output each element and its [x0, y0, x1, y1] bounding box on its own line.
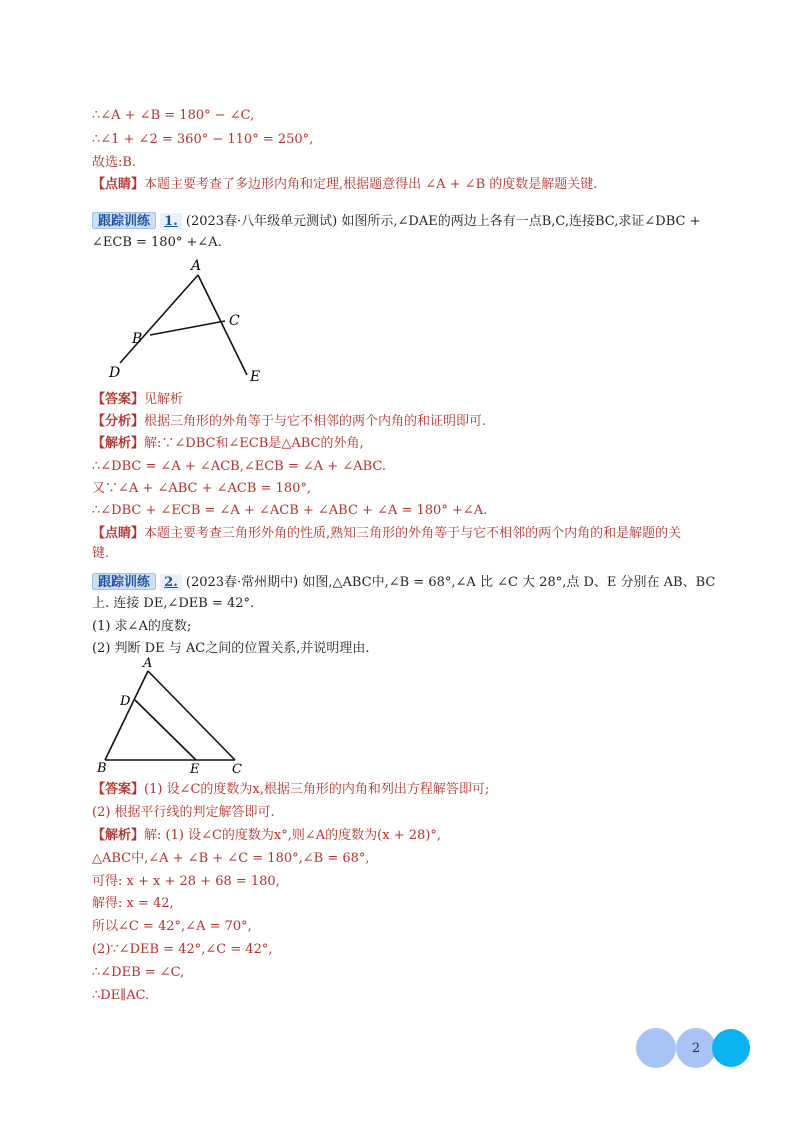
ex1-label-b: B	[132, 331, 143, 347]
ex2-line-ab	[105, 671, 148, 760]
ex2-answer-text: (1) 设∠C的度数为x,根据三角形的内角和列出方程解答即可;	[144, 782, 490, 797]
top-line-2: ∴∠1 + ∠2 = 360° − 110° = 250°,	[92, 132, 314, 147]
ex2-label-d: D	[120, 694, 131, 709]
ex1-line-ad	[120, 275, 198, 363]
ex2-solution-line-2: △ABC中,∠A + ∠B + ∠C = 180°,∠B = 68°,	[92, 851, 370, 866]
ex2-label-c: C	[232, 762, 242, 776]
ex1-line-bc	[150, 321, 225, 335]
ex1-solution-line-2: ∴∠DBC = ∠A + ∠ACB,∠ECB = ∠A + ∠ABC.	[92, 459, 387, 474]
ex2-solution-line-4: 解得: x = 42,	[92, 896, 174, 911]
ex2-label-e: E	[190, 762, 200, 776]
ex1-label-c: C	[229, 313, 240, 329]
ex2-line-de	[135, 700, 196, 760]
ex2-number: 2.	[160, 574, 182, 591]
ex2-solution-text: 解: (1) 设∠C的度数为x°,则∠A的度数为(x + 28)°,	[144, 828, 441, 843]
ex1-solution-line-4: ∴∠DBC + ∠ECB = ∠A + ∠ACB + ∠ABC + ∠A = 180° +∠A.	[92, 503, 488, 518]
ex2-answer-tag: 【答案】	[92, 782, 145, 797]
ex1-analysis	[92, 414, 486, 430]
ex1-solution-line-3: 又∵∠A + ∠ABC + ∠ACB = 180°,	[92, 481, 312, 496]
ex1-label-a: A	[191, 258, 202, 274]
page-ball-right	[712, 1029, 750, 1067]
ex2-solution-line-1	[92, 828, 441, 844]
comment-tag: 【点睛】	[92, 177, 145, 192]
ex1-answer-tag: 【答案】	[92, 392, 145, 407]
ex2-question-2: (2) 判断 DE 与 AC之间的位置关系,并说明理由.	[92, 641, 370, 656]
ex2-solution-line-5: 所以∠C = 42°,∠A = 70°,	[92, 919, 252, 934]
ex1-comment-line-2: 键.	[92, 546, 110, 561]
comment-text: 本题主要考查了多边形内角和定理,根据题意得出 ∠A + ∠B 的度数是解题关键.	[144, 177, 598, 192]
ex2-question-1: (1) 求∠A的度数;	[92, 619, 192, 634]
ex2-solution-line-6: (2)∵∠DEB = 42°,∠C = 42°,	[92, 942, 273, 957]
ex2-solution-line-3: 可得: x + x + 28 + 68 = 180,	[92, 874, 280, 889]
ex2-solution-line-8: ∴DE∥AC.	[92, 988, 150, 1003]
ex1-figure	[100, 255, 270, 385]
ex1-comment-tag: 【点睛】	[92, 526, 145, 541]
ex1-analysis-text: 根据三角形的外角等于与它不相邻的两个内角的和证明即可.	[144, 414, 487, 429]
ex2-answer-line-2: (2) 根据平行线的判定解答即可.	[92, 805, 275, 820]
ex1-answer-text: 见解析	[144, 392, 184, 407]
ex2-badge: 跟踪训练	[92, 573, 156, 590]
ex1-solution-text: 解:∵∠DBC和∠ECB是△ABC的外角,	[144, 436, 364, 451]
ex2-label-a: A	[143, 656, 153, 671]
ex2-question-line-1	[92, 573, 715, 591]
ex1-comment-text: 本题主要考查三角形外角的性质,熟知三角形的外角等于与它不相邻的两个内角的和是解题的关	[144, 526, 682, 541]
ex2-line-ac	[148, 671, 235, 760]
ex1-answer	[92, 392, 183, 408]
page-number-text: 2	[691, 1040, 701, 1056]
ex2-solution-line-7: ∴∠DEB = ∠C,	[92, 965, 185, 980]
page-number	[676, 1028, 716, 1068]
top-line-3: 故选:B.	[92, 155, 137, 170]
ex2-figure	[92, 654, 252, 776]
ex2-question-line-2: 上. 连接 DE,∠DEB = 42°.	[92, 596, 255, 611]
ex1-question-line-1	[92, 212, 701, 230]
ex1-label-d: D	[109, 365, 121, 381]
ex2-text-1: (2023春·常州期中) 如图,△ABC中,∠B = 68°,∠A 比 ∠C 大 28°,点 D、E 分别在 AB、BC	[185, 575, 716, 590]
ex2-solution-tag: 【解析】	[92, 828, 145, 843]
ex1-question-line-2: ∠ECB = 180° +∠A.	[92, 235, 222, 250]
ex1-solution-line-1	[92, 436, 364, 452]
ex1-comment-line-1	[92, 526, 681, 542]
top-comment	[92, 177, 597, 193]
ex1-badge: 跟踪训练	[92, 212, 156, 229]
ex1-number: 1.	[160, 213, 182, 230]
ex2-label-b: B	[97, 761, 107, 776]
ex2-answer-line-1	[92, 782, 489, 798]
ex1-text-1: (2023春·八年级单元测试) 如图所示,∠DAE的两边上各有一点B,C,连接BC,求证∠DBC +	[185, 214, 701, 229]
ex1-label-e: E	[250, 369, 261, 385]
ex1-solution-tag: 【解析】	[92, 436, 145, 451]
page-ball-left	[636, 1028, 676, 1068]
top-line-1: ∴∠A + ∠B = 180° − ∠C,	[92, 108, 255, 123]
ex1-analysis-tag: 【分析】	[92, 414, 145, 429]
